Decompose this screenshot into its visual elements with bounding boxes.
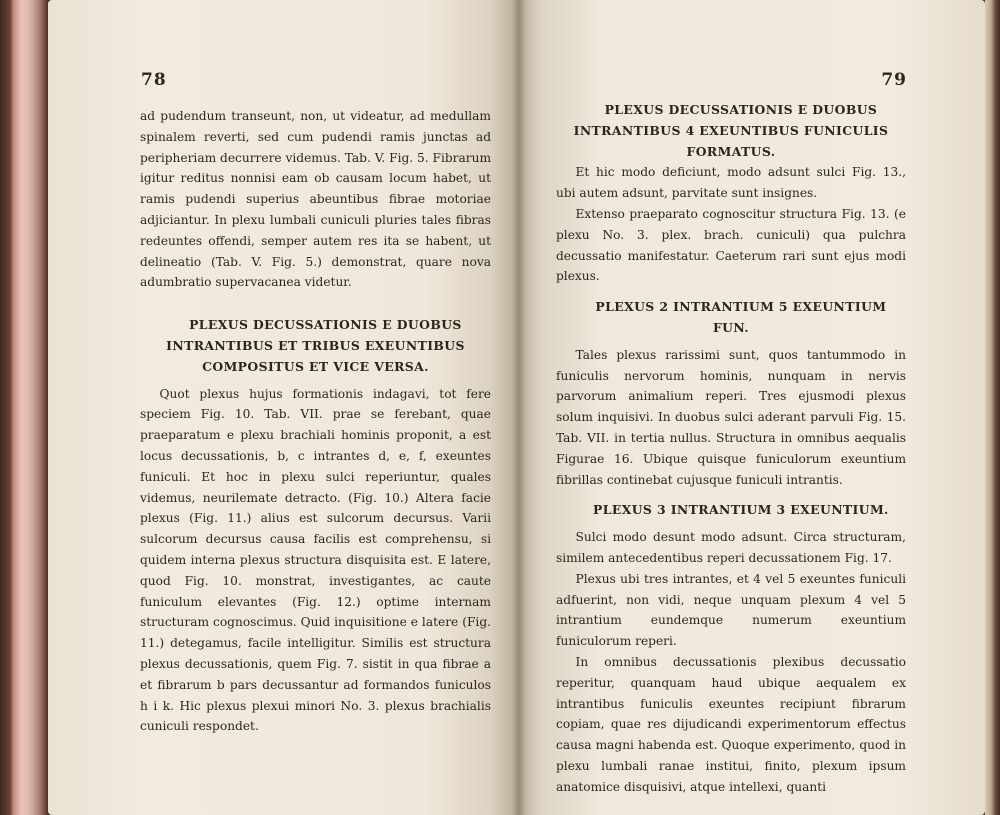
- paragraph: ad pudendum transeunt, non, ut videatur, ad medullam spinalem reverti, sed cum pudendi ramis junctas ad peripheriam decurrere videmus. Tab. V. Fig. 5. Fibrarum igitur reditus nonnisi eam ob causam locum habet, ut ramis pudendi superius abeuntibus fibrae motoriae adjiciantur. In plexu lumbali cuniculi pluries tales fibras redeuntes offendi, semper autem res ita se habent, ut delineatio (Tab. V. Fig. 5.) demonstrat, quare nova adumbratio supervacanea videtur.: [140, 109, 491, 290]
- paragraph: Extenso praeparato cognoscitur structura Fig. 13. (e plexu No. 3. plex. brach. cuniculi) qua pulchra decussatio manifestatur. Caeterum rari sunt ejus modi plexus.: [556, 206, 906, 284]
- left-page: [48, 0, 518, 815]
- paragraph: Et hic modo deficiunt, modo adsunt sulci Fig. 13., ubi autem adsunt, parvitate sunt insignes.: [556, 165, 906, 201]
- page-number: 79: [881, 70, 907, 90]
- section-heading: PLEXUS DECUSSATIONIS E DUOBUS INTRANTIBUS 4 EXEUNTIBUS FUNICULIS FORMATUS.: [573, 102, 889, 159]
- paragraph: Plexus ubi tres intrantes, et 4 vel 5 exeuntes funiculi adfuerint, non vidi, neque unquam plexum 4 vel 5 intrantium eundemque numerum exeuntium funiculorum reperi.: [556, 571, 906, 649]
- right-page: [518, 0, 985, 815]
- text-column: [556, 100, 906, 798]
- page-number: 78: [141, 70, 167, 90]
- section-heading: PLEXUS DECUSSATIONIS E DUOBUS INTRANTIBUS ET TRIBUS EXEUNTIBUS COMPOSITUS ET VICE VERSA.: [166, 317, 465, 374]
- paragraph: In omnibus decussationis plexibus decussatio reperitur, quanquam haud ubique aequalem ex intrantibus funiculis exeuntes recipiunt fibrarum copiam, quae res dijudicandi experimentorum effectus causa magni habenda est. Quoque experimento, quod in plexu lumbali ranae institui, finito, plexum ipsum anatomice disquisivi, atque intellexi, quanti: [556, 654, 906, 794]
- paragraph: Sulci modo desunt modo adsunt. Circa structuram, similem antecedentibus reperi decussationem Fig. 17.: [556, 530, 906, 565]
- paragraph: Tales plexus rarissimi sunt, quos tantummodo in funiculis nervorum hominis, nunquam in nervis parvorum animalium reperi. Tres ejusmodi plexus solum inquisivi. In duobus sulci aderant parvuli Fig. 15. Tab. VII. in tertia nullus. Structura in omnibus aequalis Figurae 16. Ubique quisque funiculorum exeuntium fibrillas continebat cujusque funiculi intrantis.: [556, 347, 906, 487]
- section-heading: PLEXUS 3 INTRANTIUM 3 EXEUNTIUM.: [593, 502, 889, 518]
- section-heading: PLEXUS 2 INTRANTIUM 5 EXEUNTIUM FUN.: [595, 299, 887, 335]
- paragraph: Quot plexus hujus formationis indagavi, tot fere speciem Fig. 10. Tab. VII. prae se ferebant, quae praeparatum e plexu brachiali hominis proponit, a est locus decussationis, b, c intrantes d, e, f, exeuntes funiculi. Et hoc in plexu sulci reperiuntur, quales videmus, neurilemate detracto. (Fig. 10.) Altera facie plexus (Fig. 11.) alius est sulcorum decursus. Varii sulcorum decursus causa facilis est comprehensu, si quidem interna plexus structura disquisita est. E latere, quod Fig. 10. monstrat, investigantes, ac caute funiculum elevantes (Fig. 12.) optime internam structuram cognoscimus. Quid inquisitione e latere (Fig. 11.) detegamus, facile intelligitur. Similis est structura plexus decussationis, quem Fig. 7. sistit in qua fibrae a et fibrarum b pars decussantur ad formandos funiculos h i k. Hic plexus plexui minori No. 3. plexus brachialis cuniculi respondet.: [140, 386, 491, 734]
- text-column: [140, 106, 491, 737]
- page-edge: [985, 0, 1000, 815]
